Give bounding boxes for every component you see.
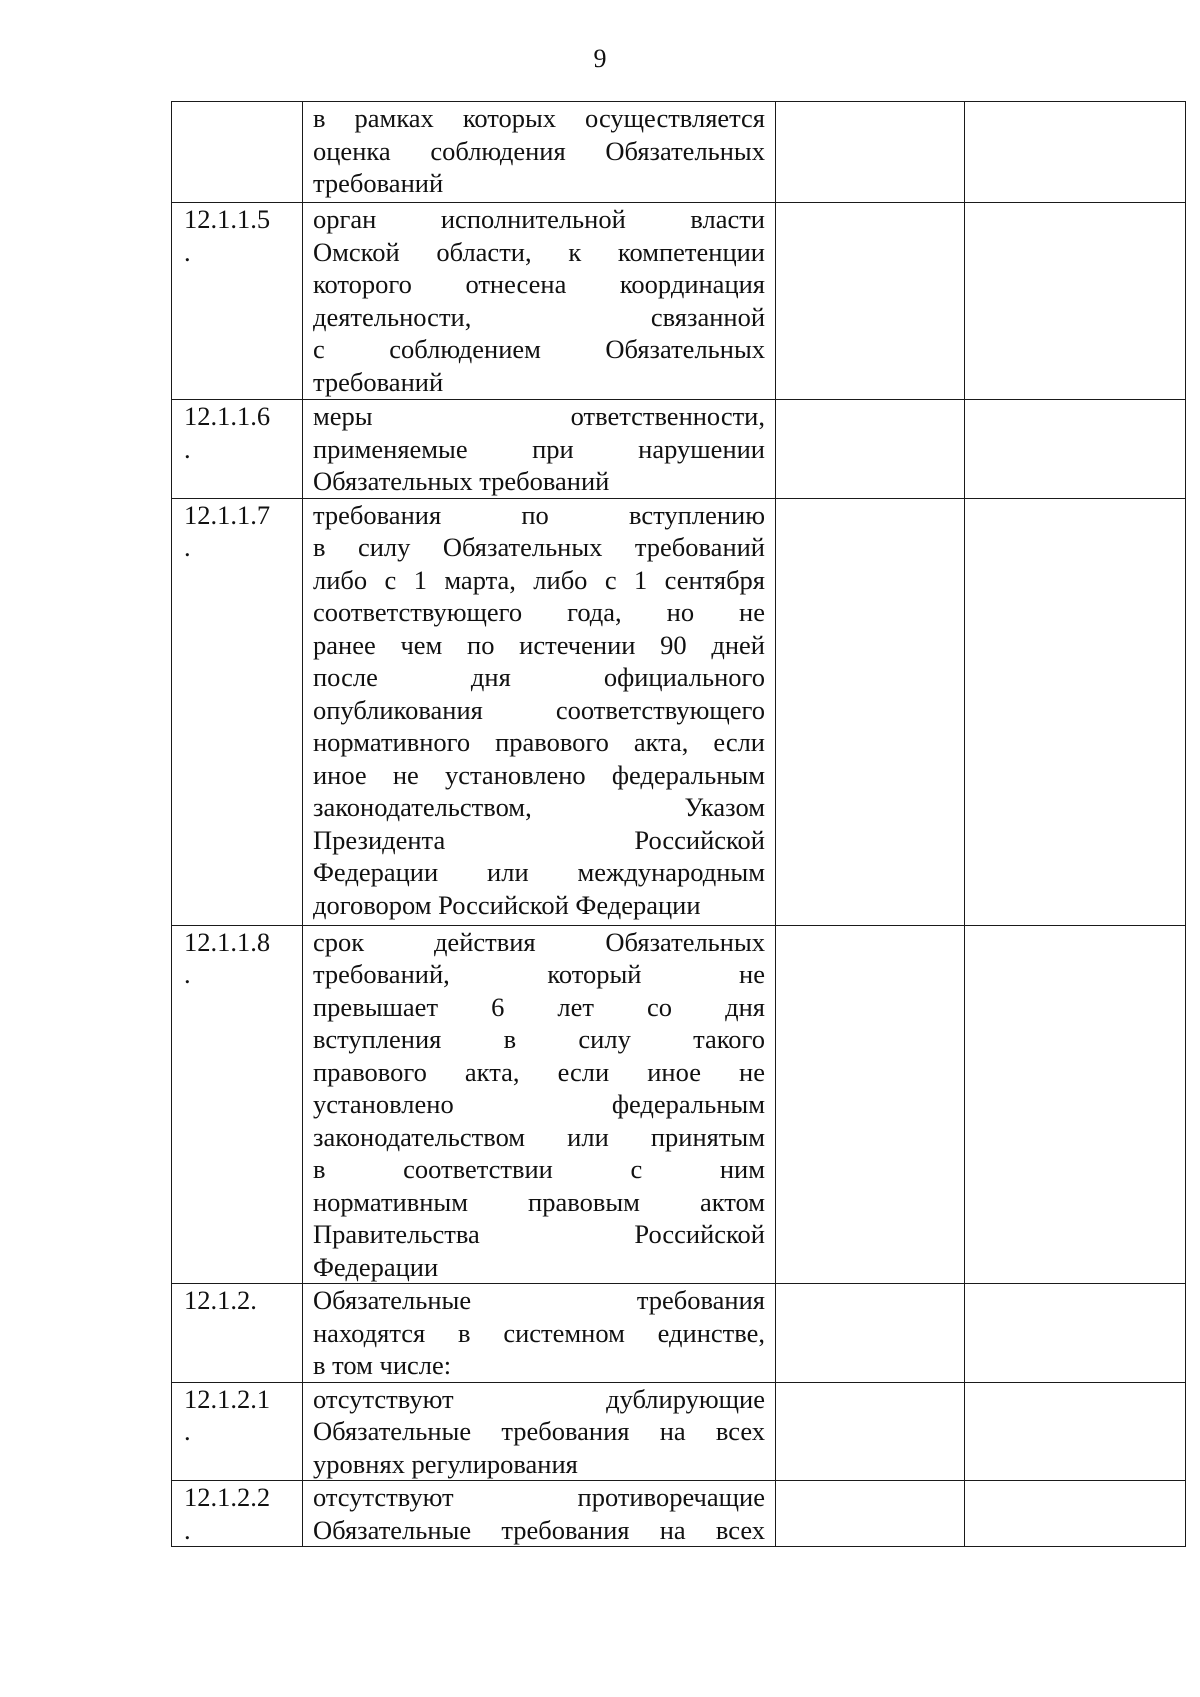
row-number: . — [184, 959, 191, 989]
requirement-text-line: находятся в системном единстве, — [313, 1317, 765, 1348]
row-number: 12.1.1.8 — [184, 926, 271, 957]
requirement-text-line: срок действия Обязательных — [313, 926, 765, 957]
row-number-cell — [172, 498, 303, 925]
row-number-cell — [172, 400, 303, 499]
row-number-cell — [172, 1284, 303, 1383]
requirement-text-line: отсутствуют дублирующие — [313, 1383, 765, 1414]
empty-cell — [776, 498, 965, 925]
requirement-text-line: которого отнесена координация — [313, 269, 765, 299]
requirement-text-line: нормативным правовым актом — [313, 1186, 765, 1217]
requirement-text-line: нормативного правового акта, если — [313, 727, 765, 757]
requirement-text-line: требований, который не — [313, 959, 765, 989]
requirement-text-cell — [303, 1382, 776, 1481]
requirement-text-line: с соблюдением Обязательных — [313, 334, 765, 364]
empty-cell — [776, 400, 965, 499]
row-number: 12.1.2.1 — [184, 1383, 271, 1414]
table-row — [172, 1382, 1186, 1481]
empty-cell — [965, 925, 1186, 1284]
table-row — [172, 102, 1186, 203]
row-number — [184, 135, 300, 168]
row-number: . — [184, 1416, 191, 1446]
requirement-text-line: законодательством, Указом — [313, 792, 765, 822]
row-number: 12.1.2. — [184, 1285, 257, 1315]
empty-cell — [776, 925, 965, 1284]
requirement-text-line: в том числе: — [313, 1350, 452, 1380]
row-number: . — [184, 433, 191, 464]
requirement-text-line: ранее чем по истечении 90 дней — [313, 629, 765, 660]
requirement-text-line: Обязательных требований — [313, 466, 610, 496]
empty-cell — [965, 203, 1186, 400]
requirement-text-line: оценка соблюдения Обязательных — [313, 135, 765, 166]
empty-cell — [965, 102, 1186, 203]
empty-cell — [965, 498, 1186, 925]
requirement-text-line: требования по вступлению — [313, 499, 765, 530]
requirement-text-line: Федерации — [313, 1251, 439, 1282]
row-number-cell — [172, 1382, 303, 1481]
row-number — [184, 1317, 300, 1350]
empty-cell — [965, 400, 1186, 499]
row-number: 12.1.1.6 — [184, 401, 271, 431]
empty-cell — [776, 1481, 965, 1547]
empty-cell — [965, 1481, 1186, 1547]
requirement-text-line: деятельности, связанной — [313, 301, 765, 332]
row-number: 12.1.2.2 — [184, 1482, 271, 1512]
requirement-text-line: Обязательные требования на всех — [313, 1416, 765, 1446]
requirement-text-line: после дня официального — [313, 662, 765, 692]
row-number: 12.1.1.5 — [184, 204, 271, 234]
requirement-text-line: законодательством или принятым — [313, 1121, 765, 1152]
table-row — [172, 1481, 1186, 1547]
requirement-text-line: правового акта, если иное не — [313, 1056, 765, 1087]
table-row — [172, 1284, 1186, 1383]
requirement-text-line: Обязательные требования — [313, 1285, 765, 1315]
requirement-text-cell — [303, 925, 776, 1284]
row-number-cell — [172, 102, 303, 203]
requirement-text-line: установлено федеральным — [313, 1089, 765, 1119]
empty-cell — [776, 1284, 965, 1383]
empty-cell — [776, 1382, 965, 1481]
row-number: . — [184, 236, 191, 267]
requirement-text-cell — [303, 400, 776, 499]
table-row — [172, 203, 1186, 400]
requirement-text-cell — [303, 1481, 776, 1547]
requirement-text-line: отсутствуют противоречащие — [313, 1482, 765, 1512]
requirement-text-line: превышает 6 лет со дня — [313, 991, 765, 1022]
row-number: 12.1.1.7 — [184, 499, 271, 530]
requirement-text-line: Федерации или международным — [313, 857, 765, 887]
requirement-text-line: меры ответственности, — [313, 401, 765, 431]
requirement-text-cell — [303, 1284, 776, 1383]
requirement-text-line: в рамках которых осуществляется — [313, 103, 765, 133]
requirement-text-line: Правительства Российской — [313, 1219, 765, 1249]
empty-cell — [965, 1382, 1186, 1481]
table-row — [172, 925, 1186, 1284]
empty-cell — [776, 203, 965, 400]
requirement-text-line: требований — [313, 366, 444, 397]
row-number: . — [184, 532, 191, 562]
requirement-text-line: либо с 1 марта, либо с 1 сентября — [313, 564, 765, 595]
requirement-text-line: Обязательные требования на всех — [313, 1514, 765, 1545]
row-number-cell — [172, 203, 303, 400]
row-number: . — [184, 1514, 191, 1545]
requirement-text-line: в соответствии с ним — [313, 1154, 765, 1184]
page-number: 9 — [593, 44, 607, 73]
requirement-text-line: иное не установлено федеральным — [313, 759, 765, 790]
requirement-text-line: в силу Обязательных требований — [313, 532, 765, 562]
row-number — [184, 102, 300, 135]
requirement-text-line: соответствующего года, но не — [313, 597, 765, 627]
row-number-cell — [172, 925, 303, 1284]
empty-cell — [965, 1284, 1186, 1383]
requirement-text-line: орган исполнительной власти — [313, 204, 765, 234]
requirement-text-line: Президента Российской — [313, 824, 765, 855]
requirement-text-line: Омской области, к компетенции — [313, 236, 765, 267]
requirements-table — [171, 101, 1186, 1547]
table-row — [172, 498, 1186, 925]
requirement-text-cell — [303, 102, 776, 203]
requirement-text-line: опубликования соответствующего — [313, 694, 765, 725]
empty-cell — [776, 102, 965, 203]
requirement-text-cell — [303, 498, 776, 925]
table-body — [172, 102, 1186, 1547]
row-number-cell — [172, 1481, 303, 1547]
table-row — [172, 400, 1186, 499]
requirement-text-line: уровнях регулирования — [313, 1448, 578, 1479]
requirement-text-line: требований — [313, 168, 444, 198]
requirement-text-line: договором Российской Федерации — [313, 889, 701, 920]
requirement-text-line: применяемые при нарушении — [313, 433, 765, 464]
requirement-text-line: вступления в силу такого — [313, 1024, 765, 1054]
requirement-text-cell — [303, 203, 776, 400]
